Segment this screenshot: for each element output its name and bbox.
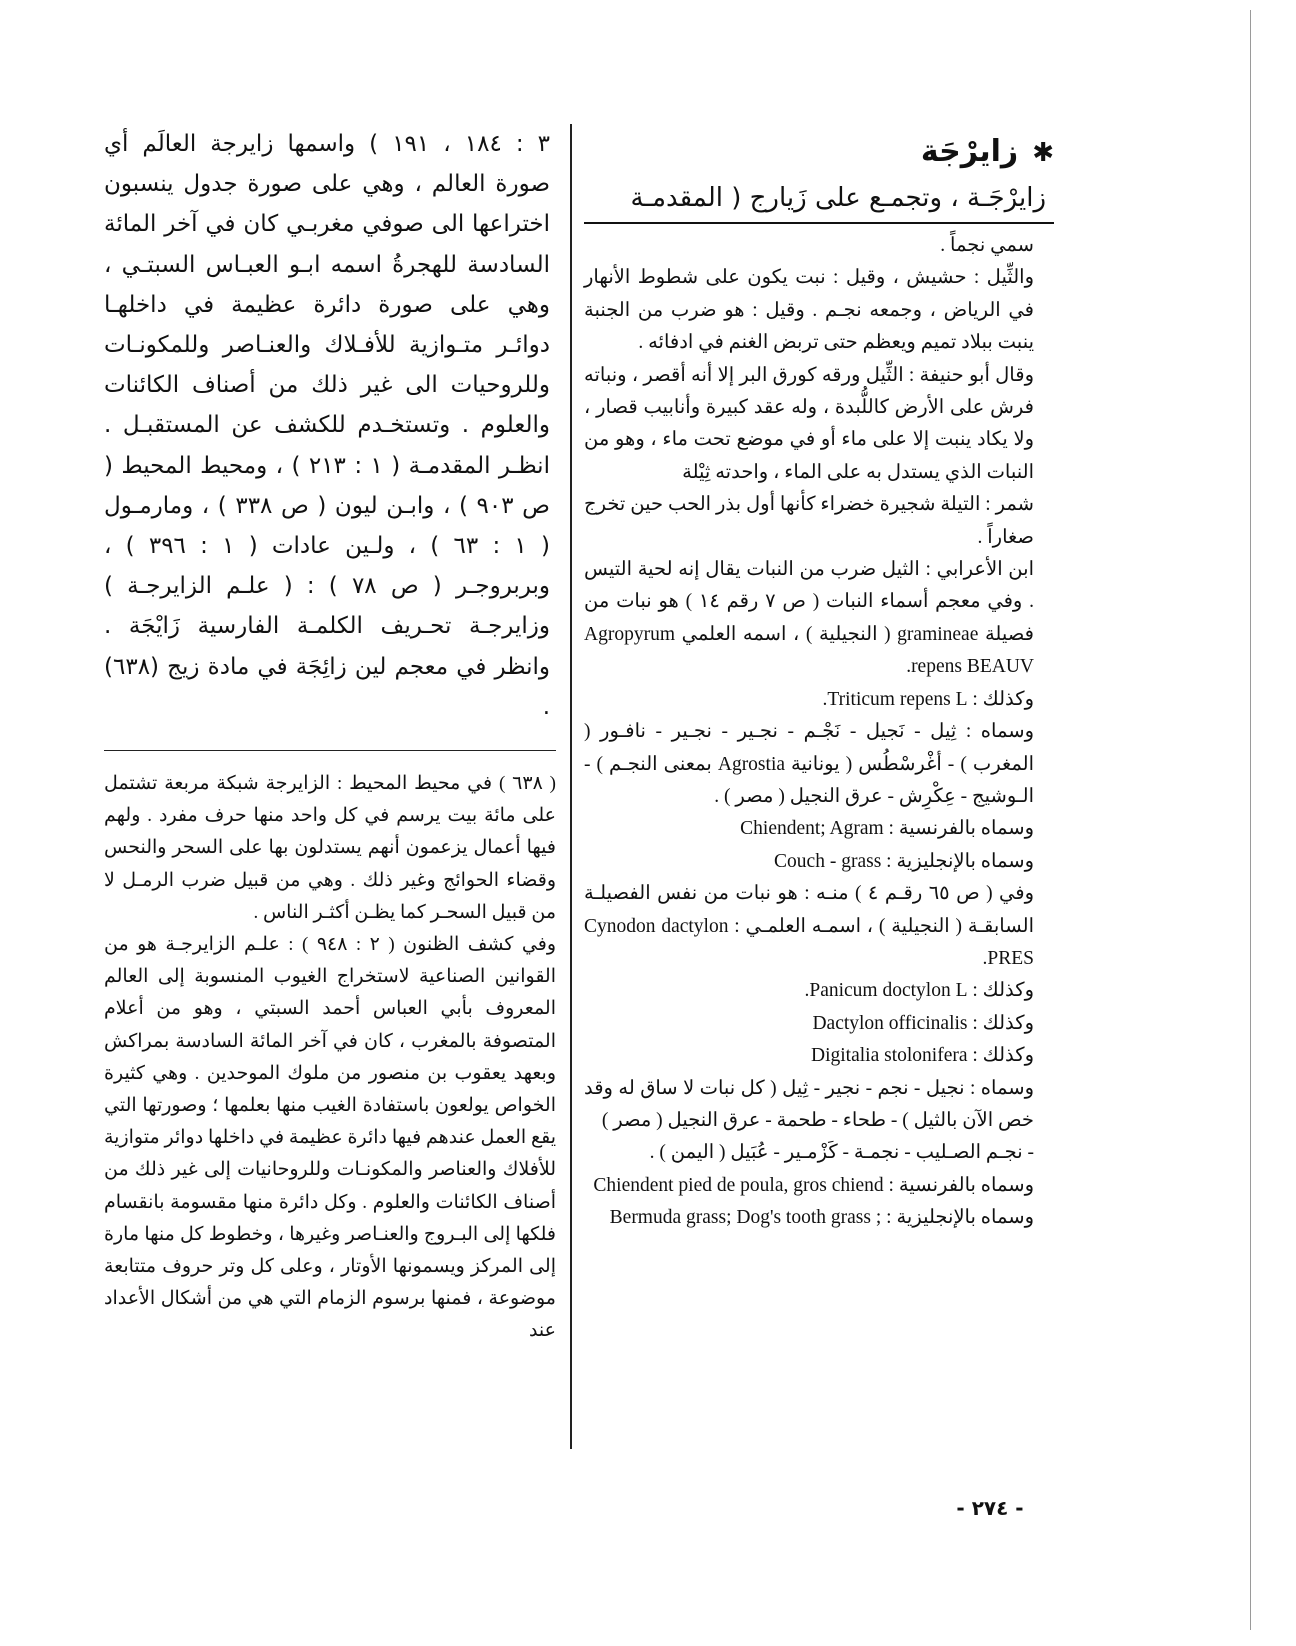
paragraph: وكذلك : Panicum doctylon L. — [804, 980, 1034, 1002]
paragraph: وكذلك : Triticum repens L. — [822, 688, 1034, 710]
paragraph: وسماه : ثِيل - نَجيل - نَجْـم - نجـير - نجـير - نافـور ( المغرب ) - أغْرسْطُس ( يونانية Agrostia بمعنى النجـم ) - الـوشيج - عِكْرِش - عرق النجيل ( مصر ) . — [584, 721, 1034, 807]
entry-heading — [584, 128, 1054, 176]
page-edge-line — [1250, 10, 1251, 1630]
paragraph: - نجـم الصـليب - نجمـة - كَزْمـير - عُبَيل ( اليمن ) . — [649, 1142, 1034, 1164]
paragraph: وفي ( ص ٦٥ رقـم ٤ ) منـه : هو نبات من نفس الفصيلـة السابقـة ( النجيلية ) ، اسمـه العلمـي : Cynodon dactylon PRES. — [584, 883, 1034, 969]
right-column — [584, 128, 1054, 1235]
footnote-paragraph: وفي كشف الظنون ( ٢ : ٩٤٨ ) : علـم الزايرجـة هو من القوانين الصناعية لاستخراج الغيوب المنسوبة إلى العالم المعروف بأبي العباس أحمد السبتي ، وهو من أعلام المتصوفة بالمغرب ، كان في آخر المائة السادسة بمراكش وبعهد يعقوب بن منصور من ملوك الموحدين . وهي كثيرة الخواص يولعون باستفادة الغيب منها بعلمها ؛ وصورتها التي يقع العمل عندهم فيها دائرة عظيمة في داخلها دوائر متوازية للأفلاك والعناصر والمكونـات وللروحانيات إلى غير ذلك من أصناف الكائنات والعلوم . وكل دائرة منها مقسومة بانقسام فلكها إلى البـروج والعنـاصر وغيرها ، وخطوط كل منها مارة إلى المركز ويسمونها الأوتار ، وعلى كل وتر حروف متتابعة موضوعة ، فمنها برسوم الزمام التي هي من أشكال الأعداد عند — [104, 934, 556, 1342]
paragraph: سمي نجماً . — [940, 235, 1034, 256]
paragraph: وسماه بالإنجليزية : ; Bermuda grass; Dog's tooth grass — [609, 1207, 1034, 1229]
entry-title: زايرْجَة — [920, 134, 1019, 169]
right-column-body — [584, 230, 1054, 1235]
paragraph: وقال أبو حنيفة : الثِّيل ورقه كورق البر إلا أنه أقصر ، ونباته فرش على الأرض كاللُّبدة ، وله عقد كبيرة وأنابيب قصار ، ولا يكاد ينبت إلا على ماء أو في موضع تحت ماء ، وهو من النبات الذي يستدل به على الماء ، واحدته ثِيْلة — [584, 364, 1034, 483]
paragraph: شمر : التيلة شجيرة خضراء كأنها أول بذر الحب حين تخرج صغاراً . — [584, 494, 1034, 548]
paragraph: وسماه بالفرنسية : Chiendent pied de poula, gros chiend — [593, 1174, 1034, 1196]
paragraph: وكذلك : Dactylon officinalis — [812, 1012, 1034, 1034]
left-column — [104, 124, 550, 727]
page-number: - ٢٧٤ - — [956, 1496, 1024, 1520]
heading-rule — [584, 222, 1054, 224]
paragraph: وسماه بالإنجليزية : Couch - grass — [774, 850, 1034, 872]
footnote-rule — [104, 750, 556, 751]
column-divider — [570, 124, 572, 1449]
asterisk-icon: ✱ — [1032, 138, 1054, 168]
entry-subtitle: زايرْجَـة ، وتجمـع على زَيارج ( المقدمـة — [630, 183, 1046, 213]
paragraph: والثِّيل : حشيش ، وقيل : نبت يكون على شطوط الأنهار في الرياض ، وجمعه نجـم . وقيل : هو ضرب من الجنبة ينبت ببلاد تميم ويعظم حتى تربض الغنم في ادفائه . — [584, 267, 1034, 354]
footnote-paragraph: ( ٦٣٨ ) في محيط المحيط : الزايرجة شبكة مربعة تشتمل على مائة بيت يرسم في كل واحد منها حرف مفرد . ولهم فيها أعمال يزعمون أنهم يستدلون بها على السحر والنحس وقضاء الحوائج وغير ذلك . وهي من قبيل ضرب الرمـل لا من قبيل السحـر كما يظـن أكثـر الناس . — [104, 773, 556, 923]
footnote-block — [104, 768, 556, 1348]
paragraph: وسماه : نجيل - نجم - نجير - ثِيل ( كل نبات لا ساق له وقد خص الآن بالثيل ) - طحاء - طحمة - عرق النجيل ( مصر ) — [584, 1077, 1034, 1131]
paragraph: وكذلك : Digitalia stolonifera — [811, 1045, 1034, 1067]
paragraph: ابن الأعرابي : الثيل ضرب من النبات يقال إنه لحية التيس . وفي معجم أسماء النبات ( ص ٧ رقم ١٤ ) هو نبات من فصيلة gramineae ( النجيلية ) ، اسمه العلمي Agropyrum repens BEAUV. — [584, 559, 1035, 678]
paragraph: وسماه بالفرنسية : Chiendent; Agram — [740, 818, 1034, 840]
left-column-body — [104, 124, 550, 727]
paragraph: ٣ : ١٨٤ ، ١٩١ ) واسمها زايرجة العالَم أي صورة العالم ، وهي على صورة جدول ينسبون اختراعها الى صوفي مغربـي كان في آخر المائة السادسة للهجرةُ اسمه ابـو العبـاس السبتـي ، وهي على صورة دائرة عظيمة في داخلهـا دوائـر متـوازية للأفـلاك والعنـاصر وللمكونـات وللروحيات الى غير ذلك من أصناف الكائنات والعلوم . وتستخـدم للكشف عن المستقبـل . انظـر المقدمـة ( ١ : ٢١٣ ) ، ومحيط المحيط ( ص ٩٠٣ ) ، وابـن ليون ( ص ٣٣٨ ) ، ومارمـول ( ١ : ٦٣ ) ، ولـين عادات ( ١ : ٣٩٦ ) ، وبربروجـر ( ص ٧٨ ) : ( علـم الزايرجـة ) وزايرجـة تحـريف الكلمـة الفارسية زَايْجَة . وانظر في معجم لين زائِجَة في مادة زيج (٦٣٨) . — [104, 131, 550, 720]
